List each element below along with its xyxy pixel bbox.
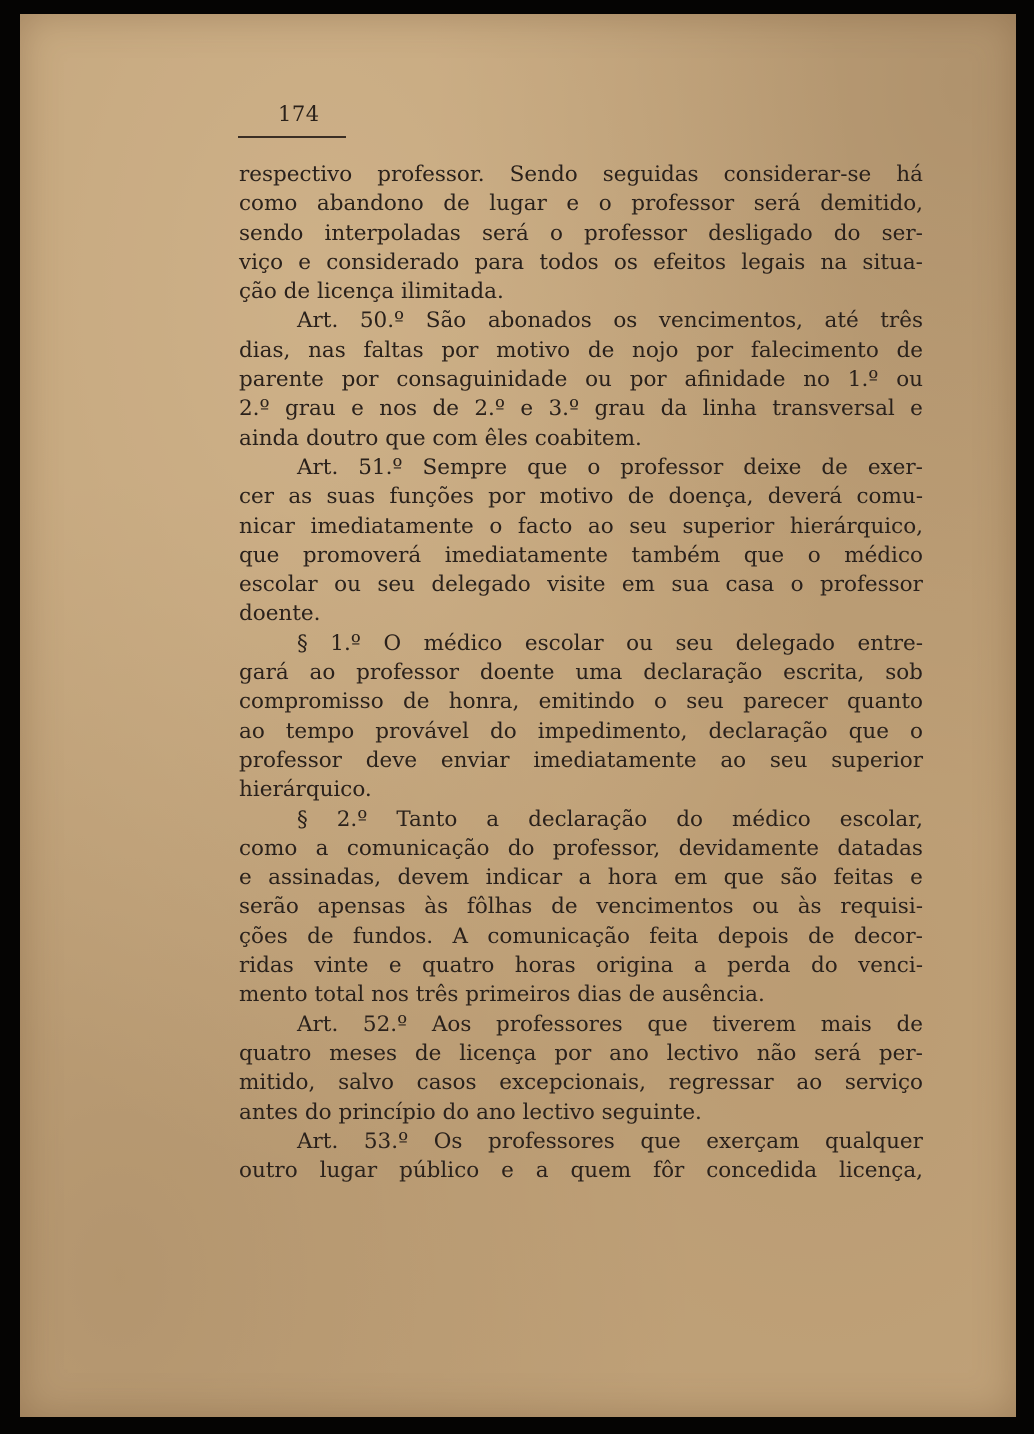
word: 52.º: [362, 1011, 408, 1037]
word: casos: [416, 1070, 477, 1096]
text-line: [239, 160, 923, 189]
word: também: [631, 542, 721, 568]
word: escolar: [524, 630, 604, 656]
word: motivo: [496, 337, 571, 363]
word: quem: [570, 1158, 632, 1184]
word: doença,: [668, 484, 754, 510]
word: ano: [609, 1040, 649, 1066]
word: e: [910, 396, 923, 422]
word: datadas: [837, 835, 923, 861]
article-51-heading-line: [239, 453, 923, 482]
text-line: [239, 512, 923, 541]
text-line: [239, 189, 923, 218]
text-line: [239, 951, 923, 980]
word: funções: [389, 484, 474, 510]
word: §: [297, 630, 308, 656]
word: Tanto: [396, 806, 458, 832]
word: viço: [239, 249, 284, 275]
word: 53.º: [363, 1128, 409, 1154]
word: sendo: [239, 220, 304, 246]
word: que: [848, 718, 889, 744]
word: não: [756, 1040, 797, 1066]
word: e: [239, 865, 252, 891]
word: linha: [702, 396, 757, 422]
word: nojo: [632, 337, 679, 363]
word: serviço: [844, 1070, 923, 1096]
word: professor.: [377, 162, 485, 187]
word: tiverem: [712, 1011, 797, 1037]
word: que: [239, 542, 280, 568]
word: o: [653, 689, 667, 715]
text-line: mento total nos três primeiros dias de ausência.: [239, 982, 765, 1008]
word: indicar: [485, 865, 563, 891]
word: vencimentos,: [658, 308, 803, 334]
word: público: [399, 1158, 480, 1184]
word: situa-: [862, 249, 923, 275]
word: demitido,: [820, 191, 923, 217]
word: emitindo: [538, 689, 635, 715]
word: as: [288, 484, 313, 510]
word: seu: [377, 572, 415, 598]
word: considerar-se: [723, 162, 872, 187]
word: por: [341, 367, 379, 393]
word: requisi-: [840, 894, 923, 920]
word: três: [880, 308, 923, 334]
page-number: 174: [278, 102, 320, 126]
word: mais: [820, 1011, 872, 1037]
word: licença: [459, 1040, 537, 1066]
word: dias,: [239, 337, 291, 363]
document-page: [20, 14, 1016, 1417]
word: do: [810, 953, 838, 979]
section-1-heading-line: [239, 629, 923, 658]
word: lugar: [319, 1158, 378, 1184]
text-line: [239, 219, 923, 248]
word: abonados: [487, 308, 592, 334]
word: cer: [239, 484, 275, 510]
word: hora: [607, 865, 658, 891]
word: médico: [423, 630, 503, 656]
word: delegado: [735, 630, 835, 656]
article-52-heading-line: [239, 1010, 923, 1039]
word: por: [488, 484, 526, 510]
word: fôr: [653, 1158, 685, 1184]
word: que: [640, 1128, 681, 1154]
word: que: [743, 542, 785, 568]
word: e: [520, 396, 534, 422]
word: afinidade: [684, 367, 786, 393]
word: facto: [517, 513, 573, 539]
body-text: [239, 160, 923, 1185]
word: o: [807, 542, 821, 568]
word: 1.º: [330, 630, 361, 656]
word: declaração: [643, 660, 763, 686]
word: em: [674, 865, 708, 891]
word: ser-: [881, 220, 923, 246]
word: deve: [365, 747, 418, 773]
text-line: [239, 482, 923, 511]
text-line: [239, 863, 923, 892]
text-line: [239, 1039, 923, 1068]
word: mitido,: [239, 1070, 316, 1096]
word: Sendo: [509, 162, 578, 187]
word: em: [621, 572, 655, 598]
word: legais: [741, 249, 806, 275]
word: professor: [631, 191, 735, 217]
header-rule: [238, 136, 346, 138]
word: de: [443, 191, 470, 217]
word: depois: [717, 923, 789, 949]
text-line: [239, 394, 923, 423]
word: fôlhas: [466, 894, 533, 920]
text-line: hierárquico.: [239, 777, 372, 803]
word: que: [647, 1011, 688, 1037]
word: ao: [309, 660, 336, 686]
word: para: [474, 249, 525, 275]
word: apensas: [317, 894, 406, 920]
word: Art.: [297, 454, 339, 480]
word: vencimentos: [596, 894, 734, 920]
text-line: antes do princípio do ano lectivo seguinte.: [239, 1099, 702, 1125]
text-line: [239, 248, 923, 277]
word: 2.º: [336, 806, 368, 832]
word: interpoladas: [324, 220, 461, 246]
word: comu-: [856, 484, 923, 510]
word: 2.º: [239, 396, 270, 422]
word: o: [790, 572, 804, 598]
word: seu: [629, 513, 667, 539]
word: 50.º: [359, 308, 405, 334]
word: suas: [326, 484, 376, 510]
word: e: [566, 191, 580, 217]
word: por: [441, 337, 479, 363]
word: e: [910, 865, 923, 891]
word: imediatamente: [444, 542, 608, 568]
word: outro: [239, 1158, 298, 1184]
word: regressar: [668, 1070, 774, 1096]
word: de: [551, 894, 578, 920]
word: ao: [239, 718, 265, 744]
word: superior: [682, 513, 775, 539]
word: escolar,: [839, 806, 923, 832]
word: quatro: [239, 1040, 312, 1066]
word: horas: [514, 953, 576, 979]
text-line: [239, 746, 923, 775]
word: ao: [587, 513, 614, 539]
word: hierárquico,: [789, 513, 923, 539]
text-line: [239, 541, 923, 570]
word: do: [676, 806, 703, 832]
word: considerado: [326, 249, 460, 275]
word: são: [780, 865, 818, 891]
word: nicar: [239, 513, 295, 539]
word: impedimento,: [537, 718, 688, 744]
word: ou: [896, 367, 923, 393]
word: que: [723, 865, 764, 891]
word: comunicação: [346, 835, 490, 861]
word: vinte: [314, 953, 369, 979]
word: devidamente: [678, 835, 819, 861]
word: exer-: [867, 454, 923, 480]
word: do: [507, 835, 535, 861]
word: abandono: [316, 191, 424, 217]
word: per-: [878, 1040, 923, 1066]
word: na: [820, 249, 848, 275]
word: qualquer: [825, 1128, 923, 1154]
word: por: [629, 367, 667, 393]
word: ao: [720, 747, 747, 773]
word: Art.: [297, 308, 339, 334]
word: exerçam: [706, 1128, 800, 1154]
text-line: ainda doutro que com êles coabitem.: [239, 425, 642, 451]
word: consaguinidade: [396, 367, 568, 393]
word: serão: [239, 894, 299, 920]
word: provável: [375, 718, 469, 744]
word: será: [814, 1040, 862, 1066]
word: perda: [727, 953, 791, 979]
word: visite: [547, 572, 606, 598]
text-line: [239, 1068, 923, 1097]
word: quatro: [422, 953, 495, 979]
word: origina: [596, 953, 674, 979]
word: deixe: [743, 454, 802, 480]
text-line: [239, 922, 923, 951]
word: a: [693, 953, 707, 979]
word: sua: [671, 572, 710, 598]
word: e: [388, 953, 402, 979]
word: parecer: [743, 689, 828, 715]
word: delegado: [431, 572, 531, 598]
word: 2.º: [474, 396, 505, 422]
word: honra,: [448, 689, 520, 715]
word: de: [627, 484, 655, 510]
word: superior: [831, 747, 923, 773]
word: doente: [479, 660, 555, 686]
word: o: [910, 718, 923, 744]
text-line: [239, 336, 923, 365]
word: seu: [675, 630, 714, 656]
word: entre-: [857, 630, 923, 656]
text-line: [239, 570, 923, 599]
word: devem: [397, 865, 470, 891]
word: motivo: [539, 484, 614, 510]
word: compromisso: [239, 689, 384, 715]
word: será: [481, 220, 529, 246]
word: como: [239, 835, 298, 861]
word: o: [598, 191, 612, 217]
word: da: [660, 396, 688, 422]
word: e: [501, 1158, 514, 1184]
word: falecimento: [750, 337, 879, 363]
word: de: [896, 1011, 923, 1037]
word: enviar: [440, 747, 510, 773]
word: São: [425, 308, 467, 334]
word: médico: [731, 806, 811, 832]
word: respectivo: [239, 162, 353, 187]
word: professor,: [552, 835, 661, 861]
word: nas: [308, 337, 346, 363]
word: por: [554, 1040, 592, 1066]
word: sob: [885, 660, 923, 686]
word: ao: [796, 1070, 823, 1096]
word: assinadas,: [268, 865, 382, 891]
text-line: [239, 892, 923, 921]
text-line: doente.: [239, 601, 321, 627]
word: grau: [594, 396, 646, 422]
article-50-heading-line: [239, 306, 923, 335]
word: meses: [329, 1040, 398, 1066]
word: todos: [539, 249, 599, 275]
word: excepcionais,: [499, 1070, 646, 1096]
word: parente: [239, 367, 324, 393]
word: Art.: [297, 1011, 339, 1037]
word: às: [424, 894, 449, 920]
word: imediatamente: [310, 513, 474, 539]
word: ou: [752, 894, 780, 920]
word: escrita,: [783, 660, 865, 686]
word: de: [587, 337, 615, 363]
word: por: [696, 337, 734, 363]
word: seu: [769, 747, 808, 773]
word: médico: [844, 542, 923, 568]
word: como: [239, 191, 298, 217]
word: ou: [334, 572, 361, 598]
word: professor: [584, 220, 687, 246]
word: §: [297, 806, 308, 832]
text-line: [239, 717, 923, 746]
word: transversal: [772, 396, 895, 422]
word: tempo: [285, 718, 355, 744]
word: venci-: [858, 953, 923, 979]
word: declaração: [528, 806, 648, 832]
text-line: [239, 834, 923, 863]
word: e: [298, 249, 311, 275]
word: o: [587, 454, 601, 480]
word: quanto: [847, 689, 923, 715]
word: e: [351, 396, 364, 422]
word: licença,: [838, 1158, 923, 1184]
word: faltas: [363, 337, 424, 363]
word: concedida: [706, 1158, 818, 1184]
word: O: [383, 630, 402, 656]
word: A: [452, 923, 468, 949]
word: imediatamente: [533, 747, 697, 773]
word: professores: [488, 1128, 615, 1154]
word: grau: [285, 396, 336, 422]
word: às: [797, 894, 822, 920]
word: ridas: [239, 953, 294, 979]
word: 3.º: [548, 396, 580, 422]
word: até: [824, 308, 859, 334]
word: ou: [626, 630, 653, 656]
text-line: [239, 1156, 923, 1185]
word: feita: [649, 923, 699, 949]
word: Os: [433, 1128, 463, 1154]
word: gará: [239, 660, 289, 686]
word: no: [803, 367, 830, 393]
word: de: [896, 337, 923, 363]
word: os: [613, 249, 638, 275]
word: de: [414, 1040, 442, 1066]
word: professor: [819, 572, 923, 598]
word: de: [307, 923, 334, 949]
word: 1.º: [847, 367, 879, 393]
word: de: [432, 396, 459, 422]
word: promoverá: [302, 542, 422, 568]
word: declaração: [708, 718, 828, 744]
word: feitas: [833, 865, 894, 891]
word: casa: [725, 572, 775, 598]
word: de: [402, 689, 430, 715]
word: professor: [356, 660, 460, 686]
text-line: [239, 687, 923, 716]
word: há: [896, 162, 923, 187]
word: fundos.: [352, 923, 434, 949]
word: a: [315, 835, 329, 861]
word: professores: [495, 1011, 623, 1037]
word: seu: [686, 689, 724, 715]
word: 51.º: [358, 454, 403, 480]
word: ou: [585, 367, 612, 393]
text-line: [239, 658, 923, 687]
text-line: ção de licença ilimitada.: [239, 279, 504, 305]
word: nos: [379, 396, 418, 422]
section-2-heading-line: [239, 805, 923, 834]
word: seguidas: [602, 162, 699, 187]
word: os: [613, 308, 638, 334]
word: lugar: [489, 191, 547, 217]
word: do: [489, 718, 517, 744]
word: lectivo: [666, 1040, 739, 1066]
article-53-heading-line: [239, 1127, 923, 1156]
word: que: [527, 454, 568, 480]
text-line: [239, 365, 923, 394]
word: deverá: [767, 484, 843, 510]
word: do: [833, 220, 861, 246]
word: salvo: [338, 1070, 394, 1096]
word: professor: [620, 454, 724, 480]
word: o: [489, 513, 503, 539]
word: comunicação: [487, 923, 630, 949]
word: uma: [575, 660, 623, 686]
word: Art.: [297, 1128, 339, 1154]
word: de: [821, 454, 848, 480]
word: decor-: [853, 923, 923, 949]
word: professor: [239, 747, 342, 773]
word: Aos: [431, 1011, 472, 1037]
word: Sempre: [422, 454, 508, 480]
word: efeitos: [653, 249, 726, 275]
word: a: [486, 806, 500, 832]
word: o: [549, 220, 563, 246]
word: a: [535, 1158, 549, 1184]
word: a: [578, 865, 592, 891]
word: desligado: [708, 220, 813, 246]
word: ções: [239, 923, 288, 949]
word: de: [808, 923, 835, 949]
word: escolar: [239, 572, 318, 598]
word: será: [753, 191, 801, 217]
